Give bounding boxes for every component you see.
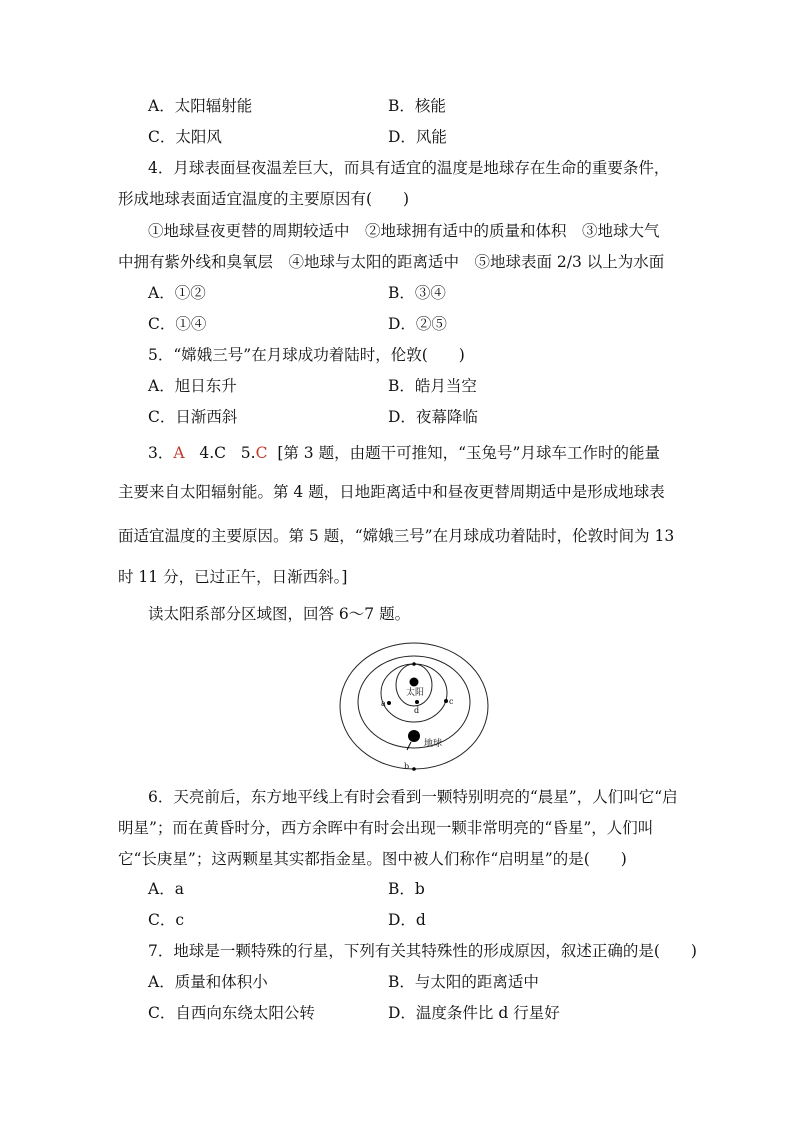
question-7-option-d: D．温度条件比 d 行星好 <box>388 1004 560 1022</box>
option-b: B．核能 <box>388 97 446 115</box>
answer-5-letter: C <box>255 444 268 462</box>
question-4-stem-line-1: 4．月球表面昼夜温差巨大，而具有适宜的温度是地球存在生命的重要条件， <box>148 159 670 177</box>
label-d: d <box>414 706 420 715</box>
question-4-stem-line-2: 形成地球表面适宜温度的主要原因有( ) <box>118 190 410 208</box>
answer-line-3: 面适宜温度的主要原因。第 5 题，“嫦娥三号”在月球成功着陆时，伦敦时间为 13 <box>118 527 675 545</box>
question-4-option-c: C．①④ <box>148 315 207 333</box>
solar-system-diagram <box>330 640 500 776</box>
label-b: b <box>404 762 410 771</box>
answer-3-letter: A <box>173 444 185 462</box>
question-6-stem-line-3: 它“长庚星”；这两颗星其实都指金星。图中被人们称作“启明星”的是( ) <box>118 850 627 868</box>
answer-line-4: 时 11 分，已过正午，日渐西斜。] <box>118 568 348 586</box>
question-4-option-a: A．①② <box>148 284 206 302</box>
planet-earth <box>408 730 420 742</box>
question-7-option-c: C．自西向东绕太阳公转 <box>148 1004 315 1022</box>
question-6-stem-line-2: 明星”；而在黄昏时分，西方余晖中有时会出现一颗非常明亮的“昏星”，人们叫 <box>118 819 654 837</box>
answer-4: 4.C <box>199 444 227 462</box>
question-4-option-b: B．③④ <box>388 284 446 302</box>
question-6-option-d: D．d <box>388 911 426 929</box>
question-6-option-c: C．c <box>148 911 185 929</box>
earth-label: 地球 <box>424 739 443 749</box>
answer-line-2: 主要来自太阳辐射能。第 4 题，日地距离适中和昼夜更替周期适中是形成地球表 <box>118 483 665 501</box>
planet-d <box>415 700 419 704</box>
question-6-stem-line-1: 6．天亮前后，东方地平线上有时会看到一颗特别明亮的“晨星”，人们叫它“启 <box>148 788 678 806</box>
question-7-option-b: B．与太阳的距离适中 <box>388 973 539 991</box>
question-4-items-line-2: 中拥有紫外线和臭氧层 ④地球与太阳的距离适中 ⑤地球表面 2/3 以上为水面 <box>118 253 665 271</box>
label-a: a <box>381 699 386 708</box>
planet-mercury <box>412 662 416 666</box>
answer-3-number: 3． <box>148 444 174 462</box>
question-5-stem: 5．“嫦娥三号”在月球成功着陆时，伦敦( ) <box>148 346 465 364</box>
diagram-intro: 读太阳系部分区域图，回答 6～7 题。 <box>148 605 411 623</box>
answer-line-1 <box>148 443 660 463</box>
question-5-option-d: D．夜幕降临 <box>388 408 478 426</box>
question-4-items-line-1: ①地球昼夜更替的周期较适中 ②地球拥有适中的质量和体积 ③地球大气 <box>148 222 660 240</box>
planet-b <box>412 767 416 771</box>
question-6-option-b: B．b <box>388 880 425 898</box>
question-4-option-d: D．②⑤ <box>388 315 447 333</box>
answer-5-number: 5. <box>240 444 256 462</box>
option-d: D．风能 <box>388 128 447 146</box>
label-c: c <box>449 697 454 706</box>
planet-a <box>387 701 391 705</box>
question-5-option-c: C．日渐西斜 <box>148 408 238 426</box>
question-5-option-a: A．旭日东升 <box>148 377 237 395</box>
planet-c <box>444 699 448 703</box>
sun <box>410 678 419 687</box>
option-c: C．太阳风 <box>148 128 222 146</box>
answer-explanation-start: [第 3 题，由题干可推知，“玉兔号”月球车工作时的能量 <box>277 444 660 462</box>
question-7-stem: 7．地球是一颗特殊的行星，下列有关其特殊性的形成原因，叙述正确的是( ) <box>148 942 697 960</box>
question-6-option-a: A．a <box>148 880 184 898</box>
earth-pointer <box>407 742 411 750</box>
question-7-option-a: A．质量和体积小 <box>148 973 268 991</box>
sun-label: 太阳 <box>406 688 425 698</box>
option-a: A．太阳辐射能 <box>148 97 253 115</box>
question-5-option-b: B．皓月当空 <box>388 377 477 395</box>
